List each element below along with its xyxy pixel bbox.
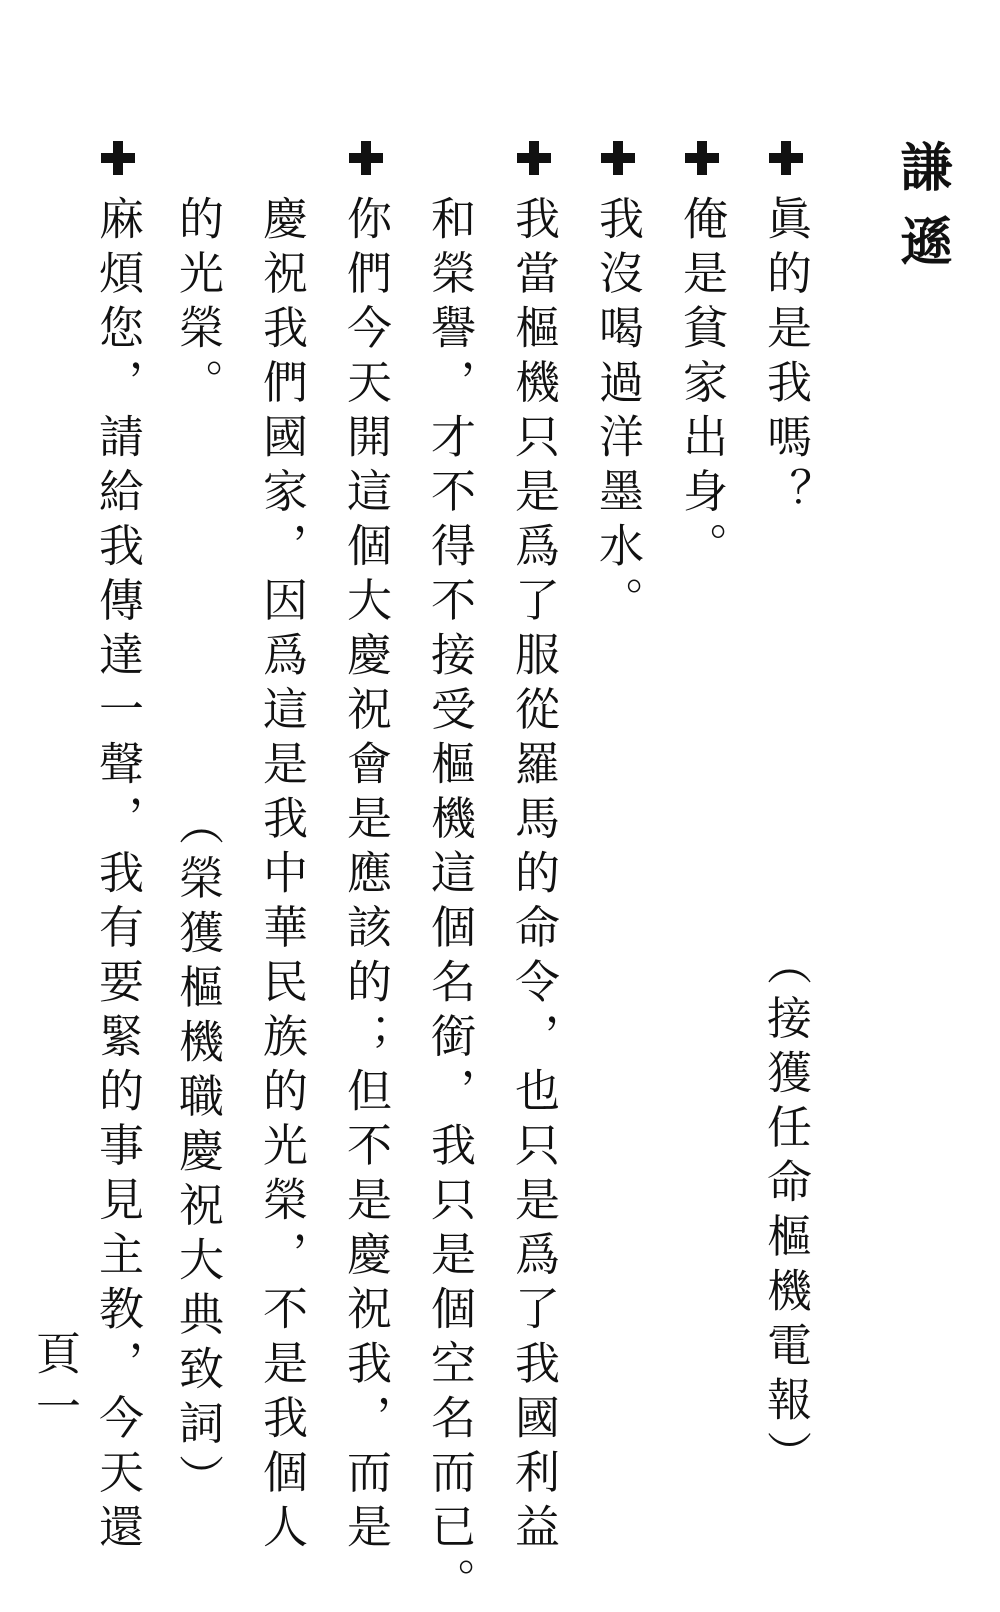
page-number: 頁一 bbox=[28, 1330, 81, 1436]
text-column-4: 我當樞機只是爲了服從羅馬的命令，也只是爲了我國利益 bbox=[507, 195, 560, 1558]
text-column-9: 麻煩您，請給我傳達一聲，我有要緊的事見主教，今天還 bbox=[91, 195, 144, 1558]
text-column-8: 的光榮。 bbox=[171, 195, 224, 413]
text-column-2: 俺是貧家出身。 bbox=[675, 195, 728, 577]
cross-icon bbox=[346, 138, 386, 178]
page-title: 謙遜 bbox=[891, 140, 952, 288]
cross-icon bbox=[598, 138, 638, 178]
text-column-5: 和榮譽，才不得不接受樞機這個名銜，我只是個空名而已。 bbox=[423, 195, 476, 1612]
cross-icon bbox=[514, 138, 554, 178]
cross-icon bbox=[682, 138, 722, 178]
cross-icon bbox=[766, 138, 806, 178]
text-column-3: 我沒喝過洋墨水。 bbox=[591, 195, 644, 631]
text-column-6: 你們今天開這個大慶祝會是應該的；但不是慶祝我，而是 bbox=[339, 195, 392, 1558]
text-column-1: 眞的是我嗎？ bbox=[759, 195, 812, 522]
cross-icon bbox=[98, 138, 138, 178]
text-column-7: 慶祝我們國家，因爲這是我中華民族的光榮，不是我個人 bbox=[255, 195, 308, 1558]
caption-speech: （榮獲樞機職慶祝大典致詞） bbox=[171, 800, 224, 1509]
caption-telegram: （接獲任命樞機電報） bbox=[759, 940, 812, 1485]
